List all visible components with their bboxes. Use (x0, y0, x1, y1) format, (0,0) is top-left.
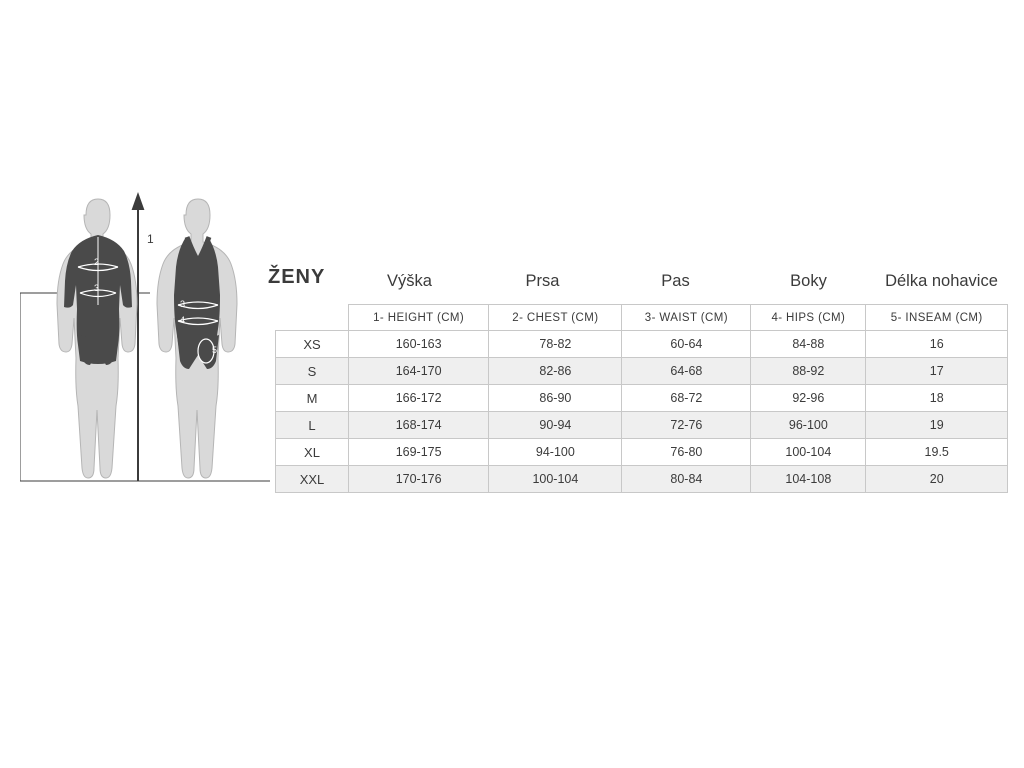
cell-height: 170-176 (349, 466, 489, 493)
body-measurement-figures (20, 185, 270, 490)
table-row (276, 358, 1008, 385)
cell-hips: 104-108 (751, 466, 866, 493)
page-title: ŽENY (268, 266, 326, 288)
header-cell-hips: 4- HIPS (CM) (751, 305, 866, 331)
cell-hips: 92-96 (751, 385, 866, 412)
cell-hips: 84-88 (751, 331, 866, 358)
cell-chest: 90-94 (489, 412, 622, 439)
header-cell-waist: 3- WAIST (CM) (622, 305, 751, 331)
header-cell-chest: 2- CHEST (CM) (489, 305, 622, 331)
front-label-3: 3 (94, 283, 100, 293)
cell-inseam: 19 (866, 412, 1008, 439)
cell-height: 169-175 (349, 439, 489, 466)
cell-waist: 72-76 (622, 412, 751, 439)
back-label-3: 3 (180, 299, 186, 309)
cell-size: S (276, 358, 349, 385)
cell-chest: 94-100 (489, 439, 622, 466)
size-table (275, 304, 1008, 493)
cell-size: L (276, 412, 349, 439)
heading-height: Výška (387, 272, 432, 290)
front-label-2: 2 (94, 257, 100, 267)
heading-spacer (275, 272, 343, 291)
cell-inseam: 19.5 (866, 439, 1008, 466)
cell-waist: 64-68 (622, 358, 751, 385)
cell-chest: 78-82 (489, 331, 622, 358)
cell-inseam: 20 (866, 466, 1008, 493)
table-header-row (276, 305, 1008, 331)
heading-hips: Boky (790, 272, 827, 290)
cell-height: 168-174 (349, 412, 489, 439)
cell-hips: 96-100 (751, 412, 866, 439)
table-row (276, 439, 1008, 466)
table-row (276, 466, 1008, 493)
cell-waist: 68-72 (622, 385, 751, 412)
table-row (276, 385, 1008, 412)
cell-waist: 80-84 (622, 466, 751, 493)
cell-chest: 82-86 (489, 358, 622, 385)
table-row (276, 412, 1008, 439)
table-row (276, 331, 1008, 358)
cell-size: XS (276, 331, 349, 358)
column-group-headings (275, 272, 1008, 291)
cell-height: 166-172 (349, 385, 489, 412)
header-cell-inseam: 5- INSEAM (CM) (866, 305, 1008, 331)
cell-inseam: 17 (866, 358, 1008, 385)
cell-size: M (276, 385, 349, 412)
header-cell-height: 1- HEIGHT (CM) (349, 305, 489, 331)
back-figure (157, 199, 237, 478)
back-label-5: 5 (212, 345, 218, 355)
header-cell-size (276, 305, 349, 331)
cell-size: XL (276, 439, 349, 466)
cell-chest: 100-104 (489, 466, 622, 493)
cell-inseam: 16 (866, 331, 1008, 358)
cell-height: 160-163 (349, 331, 489, 358)
cell-size: XXL (276, 466, 349, 493)
cell-waist: 76-80 (622, 439, 751, 466)
front-figure (57, 199, 137, 478)
cell-height: 164-170 (349, 358, 489, 385)
figure-label-1: 1 (147, 232, 154, 246)
cell-chest: 86-90 (489, 385, 622, 412)
cell-inseam: 18 (866, 385, 1008, 412)
heading-chest: Prsa (525, 272, 560, 290)
cell-hips: 100-104 (751, 439, 866, 466)
back-label-4: 4 (180, 315, 186, 325)
heading-inseam: Délka nohavice (885, 272, 998, 290)
cell-hips: 88-92 (751, 358, 866, 385)
heading-waist: Pas (661, 272, 690, 290)
cell-waist: 60-64 (622, 331, 751, 358)
